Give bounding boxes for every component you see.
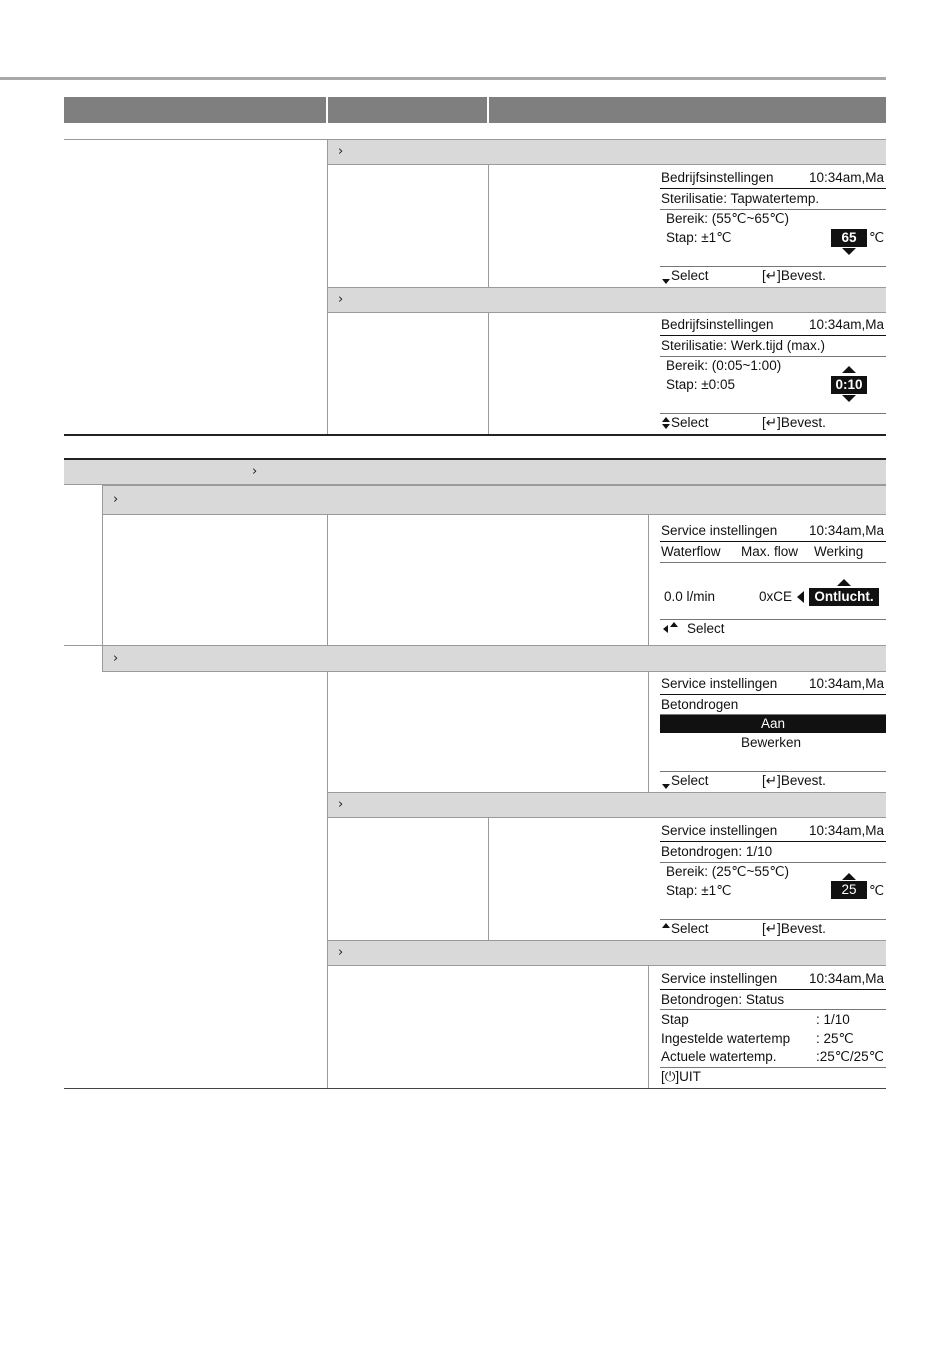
status-value: : 25℃ bbox=[816, 1031, 854, 1046]
screen-header: Bedrijfsinstellingen bbox=[661, 170, 774, 185]
screen-time: 10:34am,Ma bbox=[809, 317, 885, 332]
select-label: Select bbox=[671, 268, 709, 283]
status-value: : 1/10 bbox=[816, 1012, 850, 1027]
table-bottom-rule bbox=[64, 434, 886, 436]
arrow-down-icon bbox=[662, 784, 670, 789]
option-selected[interactable]: Aan bbox=[660, 715, 886, 733]
value-display[interactable]: 65 bbox=[831, 229, 867, 247]
value-display[interactable]: 0:10 bbox=[831, 376, 867, 394]
select-label: Select bbox=[671, 773, 709, 788]
triangle-down-icon[interactable] bbox=[842, 395, 856, 402]
table-column-divider bbox=[648, 672, 649, 792]
chevron-right-icon: › bbox=[338, 292, 344, 307]
status-label: Stap bbox=[661, 1012, 689, 1027]
arrow-up-icon bbox=[662, 923, 670, 928]
triangle-left-icon[interactable] bbox=[797, 591, 804, 603]
table-header-separator bbox=[326, 97, 328, 123]
table-column-divider bbox=[488, 818, 489, 940]
section-bar bbox=[328, 792, 886, 818]
section-bar-sub bbox=[103, 485, 886, 515]
status-value: :25℃/25℃ bbox=[816, 1049, 884, 1064]
screen-subtitle: Betondrogen: 1/10 bbox=[661, 844, 773, 859]
triangle-up-icon[interactable] bbox=[837, 579, 851, 586]
chevron-right-icon: › bbox=[113, 651, 119, 666]
screen-header: Service instellingen bbox=[661, 676, 778, 691]
arrow-down-icon bbox=[662, 424, 670, 429]
chevron-right-icon: › bbox=[113, 492, 119, 507]
value-display[interactable]: 25 bbox=[831, 881, 867, 899]
lcd-screen-betondrogen-stap bbox=[660, 821, 886, 939]
screen-subtitle: Sterilisatie: Werk.tijd (max.) bbox=[661, 338, 826, 353]
table-header-separator bbox=[487, 97, 489, 123]
section-bar-sub bbox=[103, 645, 886, 672]
section-bar-main bbox=[64, 458, 886, 485]
select-label: Select bbox=[687, 621, 725, 636]
select-label: Select bbox=[671, 415, 709, 430]
option-other[interactable]: Bewerken bbox=[741, 735, 802, 750]
mode-value[interactable]: Ontlucht. bbox=[809, 588, 879, 606]
unit-label: ℃ bbox=[869, 883, 885, 898]
screen-subtitle: Sterilisatie: Tapwatertemp. bbox=[661, 191, 820, 206]
lcd-screen-sterilisatie-tijd bbox=[660, 315, 886, 433]
step-text: Stap: ±0:05 bbox=[666, 377, 735, 392]
arrow-up-icon bbox=[670, 622, 678, 627]
screen-time: 10:34am,Ma bbox=[809, 170, 885, 185]
table-column-divider bbox=[648, 515, 649, 645]
screen-time: 10:34am,Ma bbox=[809, 523, 885, 538]
screen-time: 10:34am,Ma bbox=[809, 823, 885, 838]
table-column-divider bbox=[488, 165, 489, 287]
screen-header: Bedrijfsinstellingen bbox=[661, 317, 774, 332]
table-column-divider bbox=[327, 672, 328, 1088]
triangle-down-icon[interactable] bbox=[842, 248, 856, 255]
column-max-flow: Max. flow bbox=[741, 544, 799, 559]
table-column-divider bbox=[488, 313, 489, 435]
screen-header: Service instellingen bbox=[661, 823, 778, 838]
chevron-right-icon: › bbox=[338, 945, 344, 960]
table-column-divider bbox=[102, 485, 103, 645]
off-label: [⏻]UIT bbox=[661, 1069, 701, 1084]
lcd-screen-sterilisatie-temp bbox=[660, 168, 886, 286]
screen-subtitle: Betondrogen: Status bbox=[661, 992, 785, 1007]
confirm-label: [↵]Bevest. bbox=[762, 268, 826, 283]
column-waterflow: Waterflow bbox=[661, 544, 721, 559]
table-bottom-rule bbox=[64, 1088, 886, 1089]
range-text: Bereik: (25℃~55℃) bbox=[666, 864, 789, 879]
confirm-label: [↵]Bevest. bbox=[762, 773, 826, 788]
chevron-right-icon: › bbox=[338, 144, 344, 159]
table-column-divider bbox=[102, 645, 103, 672]
screen-time: 10:34am,Ma bbox=[809, 676, 885, 691]
arrow-left-icon bbox=[663, 625, 668, 633]
top-rule bbox=[0, 77, 886, 80]
unit-label: ℃ bbox=[869, 230, 885, 245]
section-bar bbox=[328, 940, 886, 966]
table-column-divider bbox=[648, 966, 649, 1088]
screen-subtitle: Betondrogen bbox=[661, 697, 739, 712]
section-bar bbox=[328, 287, 886, 313]
lcd-screen-ontluchten bbox=[660, 521, 886, 643]
lcd-screen-betondrogen-status bbox=[660, 969, 886, 1087]
table-header-bar bbox=[64, 97, 886, 123]
lcd-screen-betondrogen bbox=[660, 674, 886, 792]
triangle-up-icon[interactable] bbox=[842, 366, 856, 373]
screen-time: 10:34am,Ma bbox=[809, 971, 885, 986]
chevron-right-icon: › bbox=[338, 797, 344, 812]
screen-header: Service instellingen bbox=[661, 971, 778, 986]
screen-header: Service instellingen bbox=[661, 523, 778, 538]
chevron-right-icon: › bbox=[252, 464, 258, 479]
status-label: Ingestelde watertemp bbox=[661, 1031, 791, 1046]
confirm-label: [↵]Bevest. bbox=[762, 415, 826, 430]
table-column-divider bbox=[327, 515, 328, 645]
range-text: Bereik: (55℃~65℃) bbox=[666, 211, 789, 226]
flow-value: 0.0 l/min bbox=[664, 589, 716, 604]
section-bar bbox=[328, 139, 886, 165]
step-text: Stap: ±1℃ bbox=[666, 883, 732, 898]
max-flow-value: 0xCE bbox=[759, 589, 793, 604]
select-label: Select bbox=[671, 921, 709, 936]
arrow-down-icon bbox=[662, 279, 670, 284]
column-werking: Werking bbox=[814, 544, 864, 559]
status-label: Actuele watertemp. bbox=[661, 1049, 777, 1064]
confirm-label: [↵]Bevest. bbox=[762, 921, 826, 936]
step-text: Stap: ±1℃ bbox=[666, 230, 732, 245]
range-text: Bereik: (0:05~1:00) bbox=[666, 358, 782, 373]
triangle-up-icon[interactable] bbox=[842, 873, 856, 880]
arrow-up-icon bbox=[662, 417, 670, 422]
